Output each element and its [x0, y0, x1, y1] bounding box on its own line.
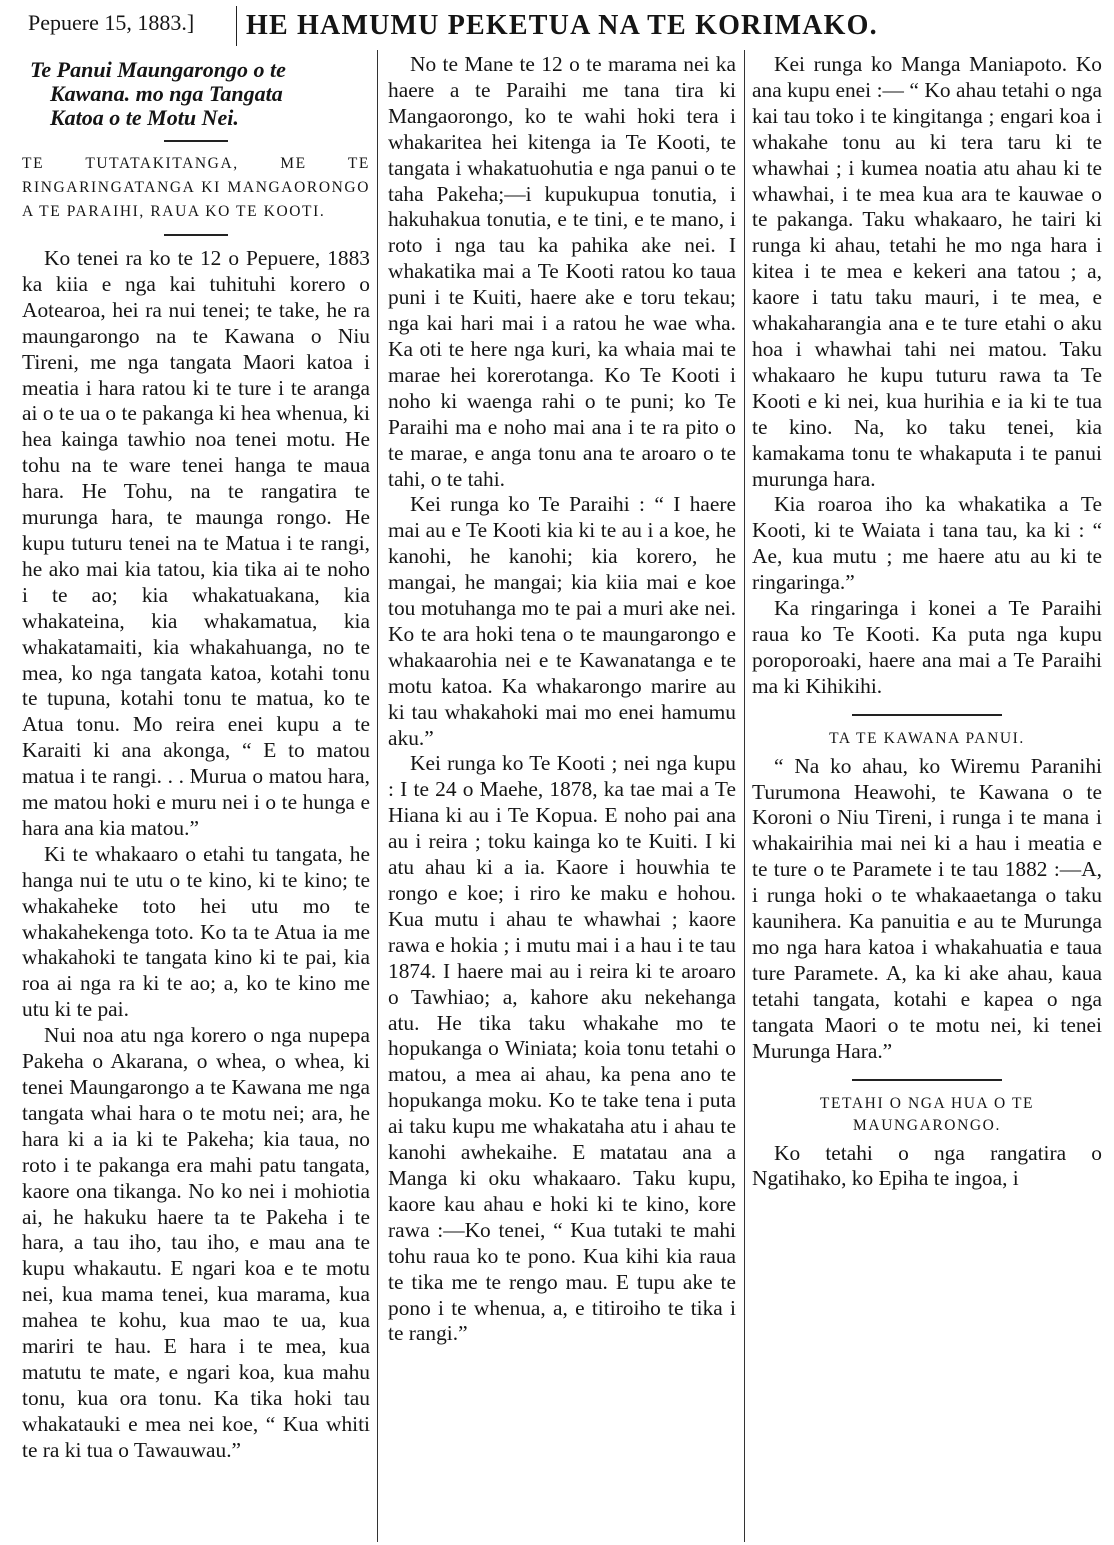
article-title: [752, 1093, 1102, 1137]
paragraph: Kei runga ko Te Kooti ; nei nga kupu : I te 24 o Maehe, 1878, ka tae mai a Te Hiana ki au i Te Kopua. E noho pai ana au i reira ; toku kainga ko te Kuiti. I ki atu ahau ki a ia. Kaore i houwhia te rongo e koe; i riro ke maku e hohou. Kua mutu i ahau te whawhai ; kaore rawa e hokia ; i mutu mai i a hau i te tau 1874. I haere mai au i reira ki te aroaro o Tawhiao; a, kahore aku nekehanga atu. He tika taku whakahe mo te hopukanga o Winiata; koia tonu tetahi o matou, a mea ai ahau, ka pena ano te hopukanga moku. Ko te take tena i puta ai taku kupu me whakataha atu i ahau te kanohi awhekaihe. E matatau ana a Manga ki oku whakaaro. Taku kupu, kaore kau ahau e hoki ki te kino, kore rawa :—Ko tenei, “ Kua tutaki te mahi tohu raua ko te pono. Kua kihi kia raua te tika me te rengo mau. E tupu ake te pono i te whenua, a, e titiroiho te tika i te rangi.”: [388, 751, 736, 1346]
column-3: [752, 52, 1102, 1542]
article-title: [22, 58, 370, 130]
issue-date: Pepuere 15, 1883.]: [28, 10, 195, 35]
paragraph: Kia roaroa iho ka whakatika a Te Kooti, ki te Waiata i tana tau, ka ki : “ Ae, kua mutu ; me haere atu au ki te ringaringa.”: [752, 492, 1102, 595]
article-title-line: TETAHI O NGA HUA O TE: [819, 1094, 1035, 1112]
page-header: [0, 0, 1114, 50]
column-divider: [377, 50, 378, 1542]
paragraph: Nui noa atu nga korero o nga nupepa Pakeha o Akarana, o whea, o whea, ki tenei Maungarongo a te Kawana me nga tangata whai hara o te motu nei; ara, he hara ki a ia ki te Pakeha; kia taua, no roto i te pakanga era mahi patu tangata, kaore ona tikanga. No ko nei i mohiotia ai, he hakuku haere ta te Pakeha i te hara, a tau iho, tau iho, e mau ana te kupu whakautu. E ngari koa e te motu nei, kua mama tenei, kua marama, kua mahea te kohu, kua mao te ua, kua mariri te hau. E hara i te mea, kua matutu te mate, e ngari koa, kua mahu tonu, kua ora tonu. Ka tika hoki tau whakatauki e mea nei koe, “ Kua whiti te ra ki tua o Tawauwau.”: [22, 1023, 370, 1462]
paragraph: “ Na ko ahau, ko Wiremu Paranihi Turumona Heawohi, te Kawana o te Koroni o Niu Tireni, i runga i te mana i whakairihia mai nei ki a hau i meatia e te ture o te Paramete i te tau 1882 :—A, i runga hoki o te whakaaetanga o taku kaunihera. Ka panuitia e au te Murunga mo nga hara katoa i whakahuatia e taua ture Paramete. A, ka ki ake ahau, kaua tetahi tangata, kotahi e kapea o nga tangata Maori o te motu nei, ki tenei Murunga Hara.”: [752, 753, 1102, 1063]
paragraph: Ka ringaringa i konei a Te Paraihi raua ko Te Kooti. Ka puta nga kupu poroporoaki, haere ana mai a Te Paraihi ma ki Kihikihi.: [752, 596, 1102, 698]
newspaper-title: HE HAMUMU PEKETUA NA TE KORIMAKO.: [246, 10, 878, 41]
paragraph: Ko tetahi o nga rangatira o Ngatihako, ko Epiha te ingoa, i: [752, 1140, 1102, 1191]
column-1: [22, 52, 370, 1542]
header-divider: [236, 6, 237, 46]
column-divider: [744, 50, 745, 1542]
paragraph: Ko tenei ra ko te 12 o Pepuere, 1883 ka kiia e nga kai tuhituhi korero o Aotearoa, hei ra nui tenei; te take, he ra maungarongo na te Kawana o Niu Tireni, me nga tangata Maori katoa i meatia i hara ratou ki te ture i te aranga ai o te ua o te pakanga ki hea whenua, ki hea kainga tawhio noa tenei motu. He tohu na te ware tenei hanga te maua hara. He Tohu, na te rangatira te murunga hara, te maunga rongo. He kupu tuturu tenei na te Matua i te rangi, he ako mai kia tatou, kia tika ai te noho i te ao; kia whakatuakana, kia whakateina, kia whakamatua, kia whakatamaiti, kia whakahuanga, no te mea, ko nga tangata katoa, kotahi tonu te tupuna, kotahi tonu te matua, ko te Atua tonu. Mo reira enei kupu a te Karaiti ki ana akonga, “ E to matou matua i te rangi. . . Murua o matou hara, me matou hoki e muru nei i o te hunga e hara ana kia matou.”: [22, 246, 370, 840]
section-rule: [852, 714, 1002, 716]
section-rule: [164, 234, 228, 236]
article-title-line: Kawana. mo nga Tangata: [50, 81, 283, 106]
paragraph: Kei runga ko Te Paraihi : “ I haere mai au e Te Kooti kia ki te au i a koe, he kanohi, he kanohi; kia korero, he mangai, he mangai; kia kiia mai e koe tou motuhanga mo te pai a muri ake nei. Ko te ara hoki tena o te maungarongo e whakaarohia nei e te Kawanatanga e te motu katoa. Ka whakarongo marire au ki tau whakahoki mai mo enei hamumu aku.”: [388, 492, 736, 750]
paragraph: No te Mane te 12 o te marama nei ka haere a te Paraihi me tana tira ki Mangaorongo, ko te wahi hoki tera i whakaritea hei kitenga ia Te Kooti, te tangata i whakatuohutia e nga panui o te taha Pakeha;—i kupukupua tonutia, i hakuhakua tonutia, e te tini, e te mano, i roto i nga tau ka pahika ake nei. I whakatika mai a Te Kooti ratou ko taua puni i te Kuiti, haere ake e toru tekau; nga kai hari mai i a ratou he wae wha. Ka oti te here nga kuri, ka whaia mai te marae hei korerotanga. Ko Te Kooti i noho ki waenga rahi o te puni; ko Te Paraihi ma e noho mai ana i te ra pito o te marae, e anga tonu ana te aroaro o te tahi, o te tahi.: [388, 52, 736, 491]
paragraph: Kei runga ko Manga Maniapoto. Ko ana kupu enei :— “ Ko ahau tetahi o nga kai tau toko i te kingitanga ; engari koa i whakahe tonu au ki tera taru ki te whawhai ; i kumea noatia atu ahau ki te whawhai, i te mea kua ara te kauwae o te pakanga. Taku whakaaro, he tairi ki runga ki ahau, tetahi he mo nga hara i kitea i te mea e kekeri ana tatou ; a, kaore i tatu taku mauri, i te mea, e whakaharangia ana e te ture etahi o aku hoa i whawhai tahi nei matou. Taku whakaaro he kupu tuturu rawa ta Te Kooti e ki nei, kua hurihia e ia ki te tua te kino. Na, ko taku tenei, kia kamakama tonu te whakaputa i te panui murunga hara.: [752, 52, 1102, 491]
section-rule: [852, 1079, 1002, 1081]
article-title: TA TE KAWANA PANUI.: [829, 729, 1025, 747]
paragraph: Ki te whakaaro o etahi tu tangata, he hanga nui te utu o te kino, ki te kino; te whakaheke toto hei utu mo te whakahekenga toto. Ko ta te Atua ia me whakahoki te tangata kino ki te pai, kia roa ai nga ra ki te ao; a, ko te kino me utu ki te pai.: [22, 841, 370, 1022]
section-rule: [164, 140, 228, 142]
article-title-line: Te Panui Maungarongo o te: [30, 57, 286, 82]
article-title-line: Katoa o te Motu Nei.: [50, 105, 239, 130]
column-2: [388, 52, 736, 1542]
article-subheading: TE TUTATAKITANGA, ME TE RINGARINGATANGA KI MANGAORONGO A TE PARAIHI, RAUA KO TE KOOTI.: [22, 155, 370, 220]
article-title-line: MAUNGARONGO.: [853, 1116, 1001, 1134]
